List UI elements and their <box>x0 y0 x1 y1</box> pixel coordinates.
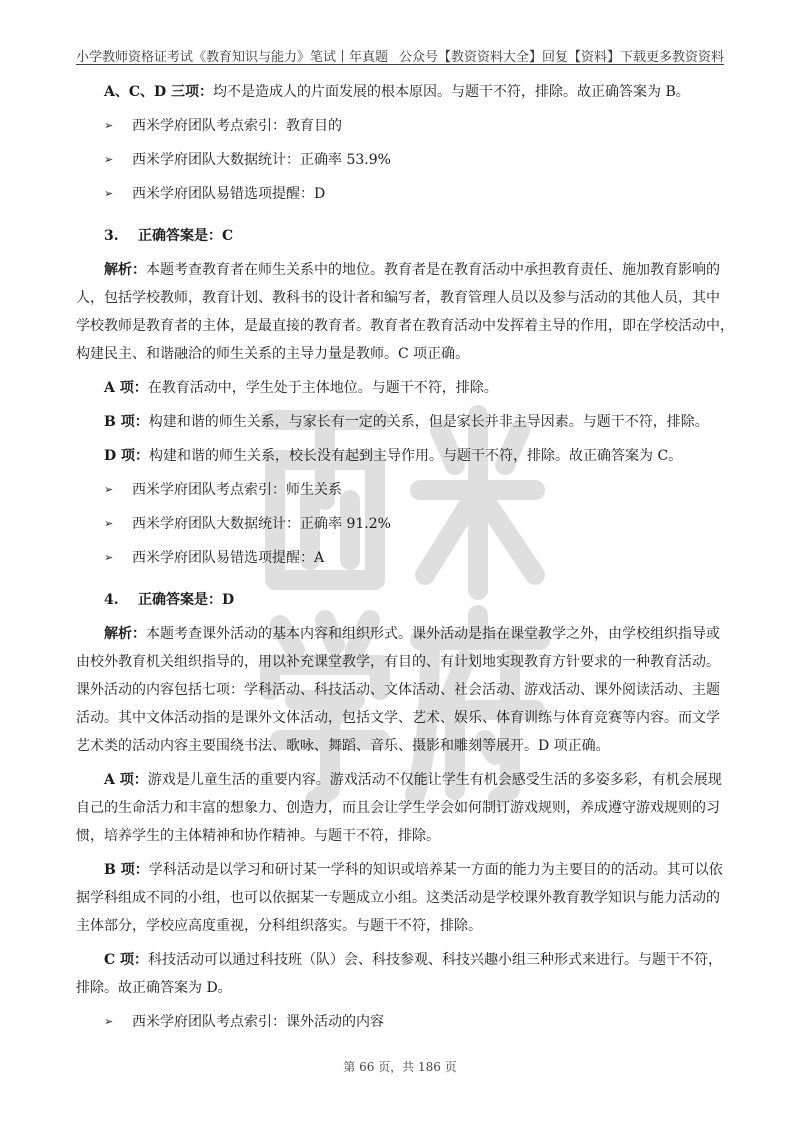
analysis-line: 课外活动的内容包括七项：学科活动、科技活动、文体活动、社会活动、游戏活动、课外阅读活动、主题 <box>76 682 720 698</box>
bullet-text: 西米学府团队大数据统计：正确率 53.9% <box>132 152 391 168</box>
page-header <box>76 42 724 64</box>
analysis-text: 本题考查课外活动的基本内容和组织形式。课外活动是指在课堂教学之外，由学校组织指导或 <box>146 626 720 642</box>
bullet-item <box>76 180 724 208</box>
option-line <box>76 766 724 794</box>
option-lead: B 项： <box>104 862 149 878</box>
option-lead: D 项： <box>104 448 150 464</box>
document-body <box>76 78 734 1036</box>
option-b-explanation <box>76 408 724 436</box>
option-b-explanation <box>76 856 724 940</box>
analysis-line: 艺术类的活动内容主要围绕书法、歌咏、舞蹈、音乐、摄影和雕刻等展开。D 项正确。 <box>76 738 610 754</box>
option-text: 学科活动是以学习和研讨某一学科的知识或培养某一方面的能力为主要目的的活动。其可以依 <box>148 862 723 878</box>
arrow-bullet-icon: ➢ <box>104 517 114 530</box>
bullet-item <box>76 112 724 140</box>
bullet-item <box>76 544 724 572</box>
analysis-lead: 解析： <box>104 626 146 642</box>
paragraph-lead: A、C、D 三项： <box>104 84 214 100</box>
analysis-line: 学校教师是教育者的主体，是最直接的教育者。教育者在教育活动中发挥着主导的作用，即在学校活动中， <box>76 318 734 334</box>
option-line <box>76 946 724 974</box>
bullet-item <box>76 146 724 174</box>
option-text: 游戏是儿童生活的重要内容。游戏活动不仅能让学生有机会感受生活的多姿多彩，有机会展现 <box>147 772 722 788</box>
bullet-item <box>76 476 724 504</box>
bullet-text: 西米学府团队考点索引：师生关系 <box>132 482 342 498</box>
arrow-bullet-icon: ➢ <box>104 483 114 496</box>
option-line <box>76 856 724 884</box>
question-4-heading <box>76 586 724 614</box>
option-line: 据学科组成不同的小组，也可以依据某一专题成立小组。这类活动是学校课外教育教学知识与能力活动的 <box>76 890 720 906</box>
option-text: 科技活动可以通过科技班（队）会、科技参观、科技兴趣小组三种形式来进行。与题干不符， <box>148 952 723 968</box>
arrow-bullet-icon: ➢ <box>104 187 114 200</box>
option-text: 构建和谐的师生关系，与家长有一定的关系，但是家长并非主导因素。与题干不符，排除。 <box>148 414 709 430</box>
analysis-line: 人，包括学校教师，教育计划、教科书的设计者和编写者，教育管理人员以及参与活动的其他人员，其中 <box>76 290 720 306</box>
option-c-explanation <box>76 946 724 1002</box>
option-line: 主体部分，学校应高度重视，分科组织落实。与题干不符，排除。 <box>76 918 482 934</box>
analysis-line <box>76 256 724 284</box>
bullet-text: 西米学府团队大数据统计：正确率 91.2% <box>132 516 391 532</box>
question-number: 3. <box>104 228 119 244</box>
option-text: 在教育活动中，学生处于主体地位。与题干不符，排除。 <box>147 380 498 396</box>
option-lead: A 项： <box>104 772 148 788</box>
option-line: 排除。故正确答案为 D。 <box>76 980 232 996</box>
question-3-heading <box>76 222 724 250</box>
question-number: 4. <box>104 592 119 608</box>
arrow-bullet-icon: ➢ <box>104 153 114 166</box>
paragraph-text: 均不是造成人的片面发展的根本原因。与题干不符，排除。故正确答案为 B。 <box>213 84 690 100</box>
analysis-text: 本题考查教育者在师生关系中的地位。教育者是在教育活动中承担教育责任、施加教育影响的 <box>146 262 720 278</box>
question-answer: 正确答案是：C <box>138 228 234 244</box>
option-a-explanation <box>76 766 724 850</box>
bullet-text: 西米学府团队易错选项提醒：D <box>132 186 326 202</box>
analysis-line: 由校外教育机关组织指导的，用以补充课堂教学，有目的、有计划地实现教育方针要求的一种教育活动。 <box>76 654 720 670</box>
question-4-analysis <box>76 620 724 760</box>
page-footer: 第 66 页，共 186 页 <box>343 1060 457 1074</box>
bullet-text: 西米学府团队考点索引：课外活动的内容 <box>132 1014 384 1030</box>
bullet-item <box>76 510 724 538</box>
answer-paragraph <box>76 78 724 106</box>
option-lead: A 项： <box>104 380 148 396</box>
question-3-analysis <box>76 256 734 368</box>
option-d-explanation <box>76 442 724 470</box>
analysis-line <box>76 620 724 648</box>
option-line: 惯，培养学生的主体精神和协作精神。与题干不符，排除。 <box>76 828 440 844</box>
bullet-text: 西米学府团队考点索引：教育目的 <box>132 118 342 134</box>
option-lead: B 项： <box>104 414 149 430</box>
arrow-bullet-icon: ➢ <box>104 551 114 564</box>
header-right-notice: 公众号【教资资料大全】回复【资料】下载更多教资资料 <box>398 50 724 65</box>
header-divider <box>76 64 724 65</box>
option-text: 构建和谐的师生关系，校长没有起到主导作用。与题干不符，排除。故正确答案为 C。 <box>149 448 683 464</box>
option-line: 自己的生命活力和丰富的想象力、创造力，而且会让学生学会如何制订游戏规则，养成遵守游戏规则的习 <box>76 800 720 816</box>
bullet-text: 西米学府团队易错选项提醒：A <box>132 550 325 566</box>
bullet-item <box>76 1008 724 1036</box>
arrow-bullet-icon: ➢ <box>104 1015 114 1028</box>
header-left-title: 小学教师资格证考试《教育知识与能力》笔试丨年真题 <box>76 50 389 65</box>
question-answer: 正确答案是：D <box>138 592 235 608</box>
analysis-lead: 解析： <box>104 262 146 278</box>
arrow-bullet-icon: ➢ <box>104 119 114 132</box>
analysis-line: 构建民主、和谐融洽的师生关系的主导力量是教师。C 项正确。 <box>76 346 470 362</box>
option-lead: C 项： <box>104 952 149 968</box>
option-a-explanation <box>76 374 724 402</box>
analysis-line: 活动。其中文体活动指的是课外文体活动，包括文学、艺术、娱乐、体育训练与体育竞赛等内容。而文学 <box>76 710 720 726</box>
